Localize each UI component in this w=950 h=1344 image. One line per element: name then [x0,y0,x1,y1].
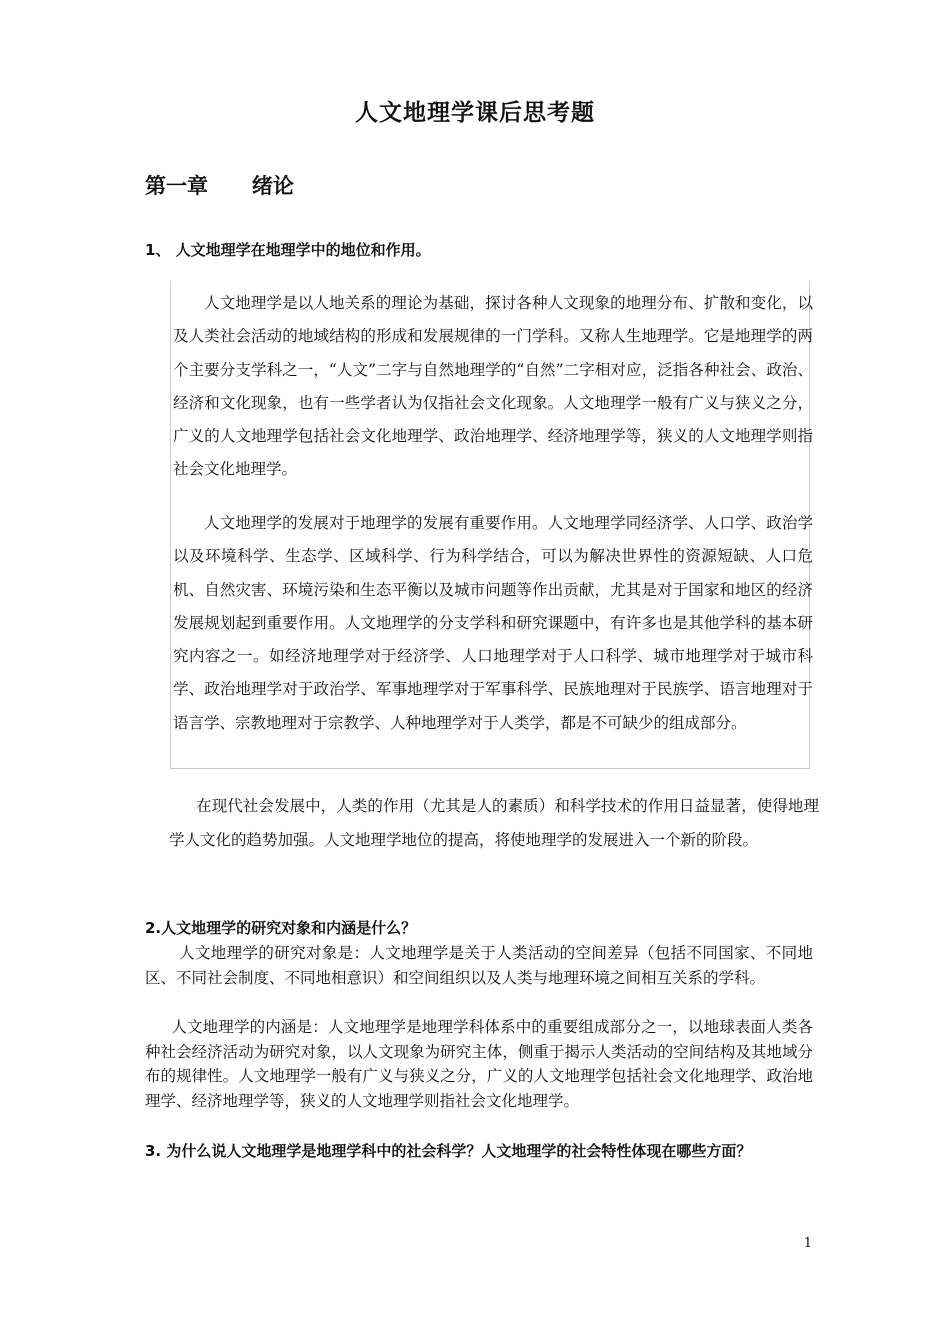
answer-1-closing-paragraph: 在现代社会发展中，人类的作用（尤其是人的素质）和科学技术的作用日益显著，使得地理学人文化的趋势加强。人文地理学地位的提高，将使地理学的发展进入一个新的阶段。 [169,797,819,849]
question-3-heading: 3. 为什么说人文地理学是地理学科中的社会科学？人文地理学的社会特性体现在哪些方面？ [145,1142,752,1160]
answer-1-paragraph-2: 人文地理学的发展对于地理学的发展有重要作用。人文地理学同经济学、人口学、政治学以及环境科学、生态学、区域科学、行为科学结合，可以为解决世界性的资源短缺、人口危机、自然灾害、环境污染和生态平衡以及城市问题等作出贡献，尤其是对于国家和地区的经济发展规划起到重要作用。人文地理学的分支学科和研究课题中，有许多也是其他学科的基本研究内容之一。如经济地理学对于经济学、人口地理学对于人口科学、城市地理学对于城市科学、政治地理学对于政治学、军事地理学对于军事科学、民族地理对于民族学、语言地理对于语言学、宗教地理对于宗教学、人种地理学对于人类学，都是不可缺少的组成部分。 [173,514,813,732]
page-number: 1 [803,1236,812,1251]
question-1-heading: 1、 人文地理学在地理学中的地位和作用。 [145,241,431,259]
chapter-name: 绪论 [251,174,294,198]
answer-2-paragraph-2: 人文地理学的内涵是：人文地理学是地理学科体系中的重要组成部分之一，以地球表面人类各种社会经济活动为研究对象，以人文现象为研究主体，侧重于揭示人类活动的空间结构及其地域分布的规律性。人文地理学一般有广义与狭义之分，广义的人文地理学包括社会文化地理学、政治地理学、经济地理学等，狭义的人文地理学则指社会文化地理学。 [145,1018,813,1110]
answer-1-paragraph-1: 人文地理学是以人地关系的理论为基础，探讨各种人文现象的地理分布、扩散和变化，以及人类社会活动的地域结构的形成和发展规律的一门学科。又称人生地理学。它是地理学的两个主要分支学科之一，“人文”二字与自然地理学的“自然”二字相对应，泛指各种社会、政治、经济和文化现象，也有一些学者认为仅指社会文化现象。人文地理学一般有广义与狭义之分，广义的人文地理学包括社会文化地理学、政治地理学、经济地理学等，狭义的人文地理学则指社会文化地理学。 [173,294,813,479]
page-title: 人文地理学课后思考题 [355,100,595,126]
answer-box [170,281,813,769]
chapter-title [145,170,294,200]
answer-2-paragraph-1: 人文地理学的研究对象是：人文地理学是关于人类活动的空间差异（包括不同国家、不同地区、不同社会制度、不同地相意识）和空间组织以及人类与地理环境之间相互关系的学科。 [145,944,813,987]
chapter-number: 第一章 [145,174,208,198]
question-2-heading: 2.人文地理学的研究对象和内涵是什么？ [145,919,417,937]
